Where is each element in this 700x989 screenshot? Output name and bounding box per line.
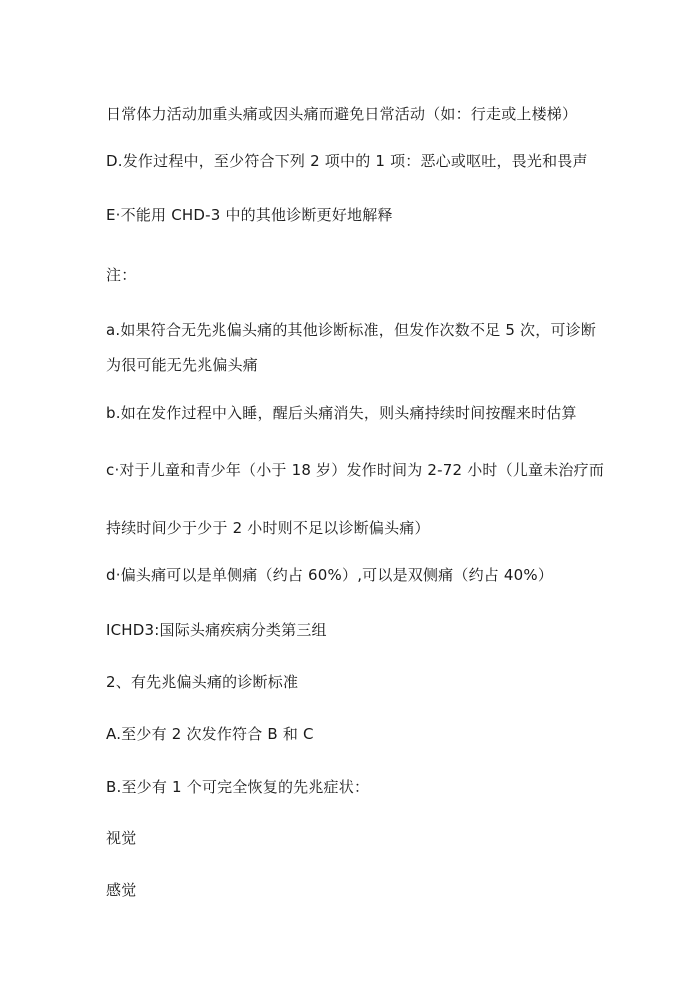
note-b: b.如在发作过程中入睡，醒后头痛消失，则头痛持续时间按醒来时估算 (106, 404, 577, 422)
text-line-daily-activity: 日常体力活动加重头痛或因头痛而避免日常活动（如：行走或上楼梯） (106, 105, 578, 123)
aura-criterion-b: B.至少有 1 个可完全恢复的先兆症状： (106, 778, 370, 796)
note-heading: 注： (106, 266, 137, 284)
note-c-line-2: 持续时间少于少于 2 小时则不足以诊断偏头痛） (106, 519, 430, 537)
criterion-e: E·不能用 CHD-3 中的其他诊断更好地解释 (106, 206, 393, 224)
note-d: d·偏头痛可以是单侧痛（约占 60%）,可以是双侧痛（约占 40%） (106, 566, 554, 584)
criterion-d: D.发作过程中，至少符合下列 2 项中的 1 项：恶心或呕吐，畏光和畏声 (106, 152, 588, 170)
note-a-line-2: 为很可能无先兆偏头痛 (106, 356, 259, 374)
note-c-line-1: c·对于儿童和青少年（小于 18 岁）发作时间为 2-72 小时（儿童未治疗而 (106, 461, 605, 479)
note-a-line-1: a.如果符合无先兆偏头痛的其他诊断标准，但发作次数不足 5 次，可诊断 (106, 321, 597, 339)
ichd3-definition: ICHD3:国际头痛疾病分类第三组 (106, 621, 327, 639)
section-heading-aura-migraine: 2、有先兆偏头痛的诊断标准 (106, 673, 299, 691)
aura-criterion-a: A.至少有 2 次发作符合 B 和 C (106, 725, 314, 743)
aura-symptom-visual: 视觉 (106, 829, 137, 847)
aura-symptom-sensory: 感觉 (106, 881, 137, 899)
